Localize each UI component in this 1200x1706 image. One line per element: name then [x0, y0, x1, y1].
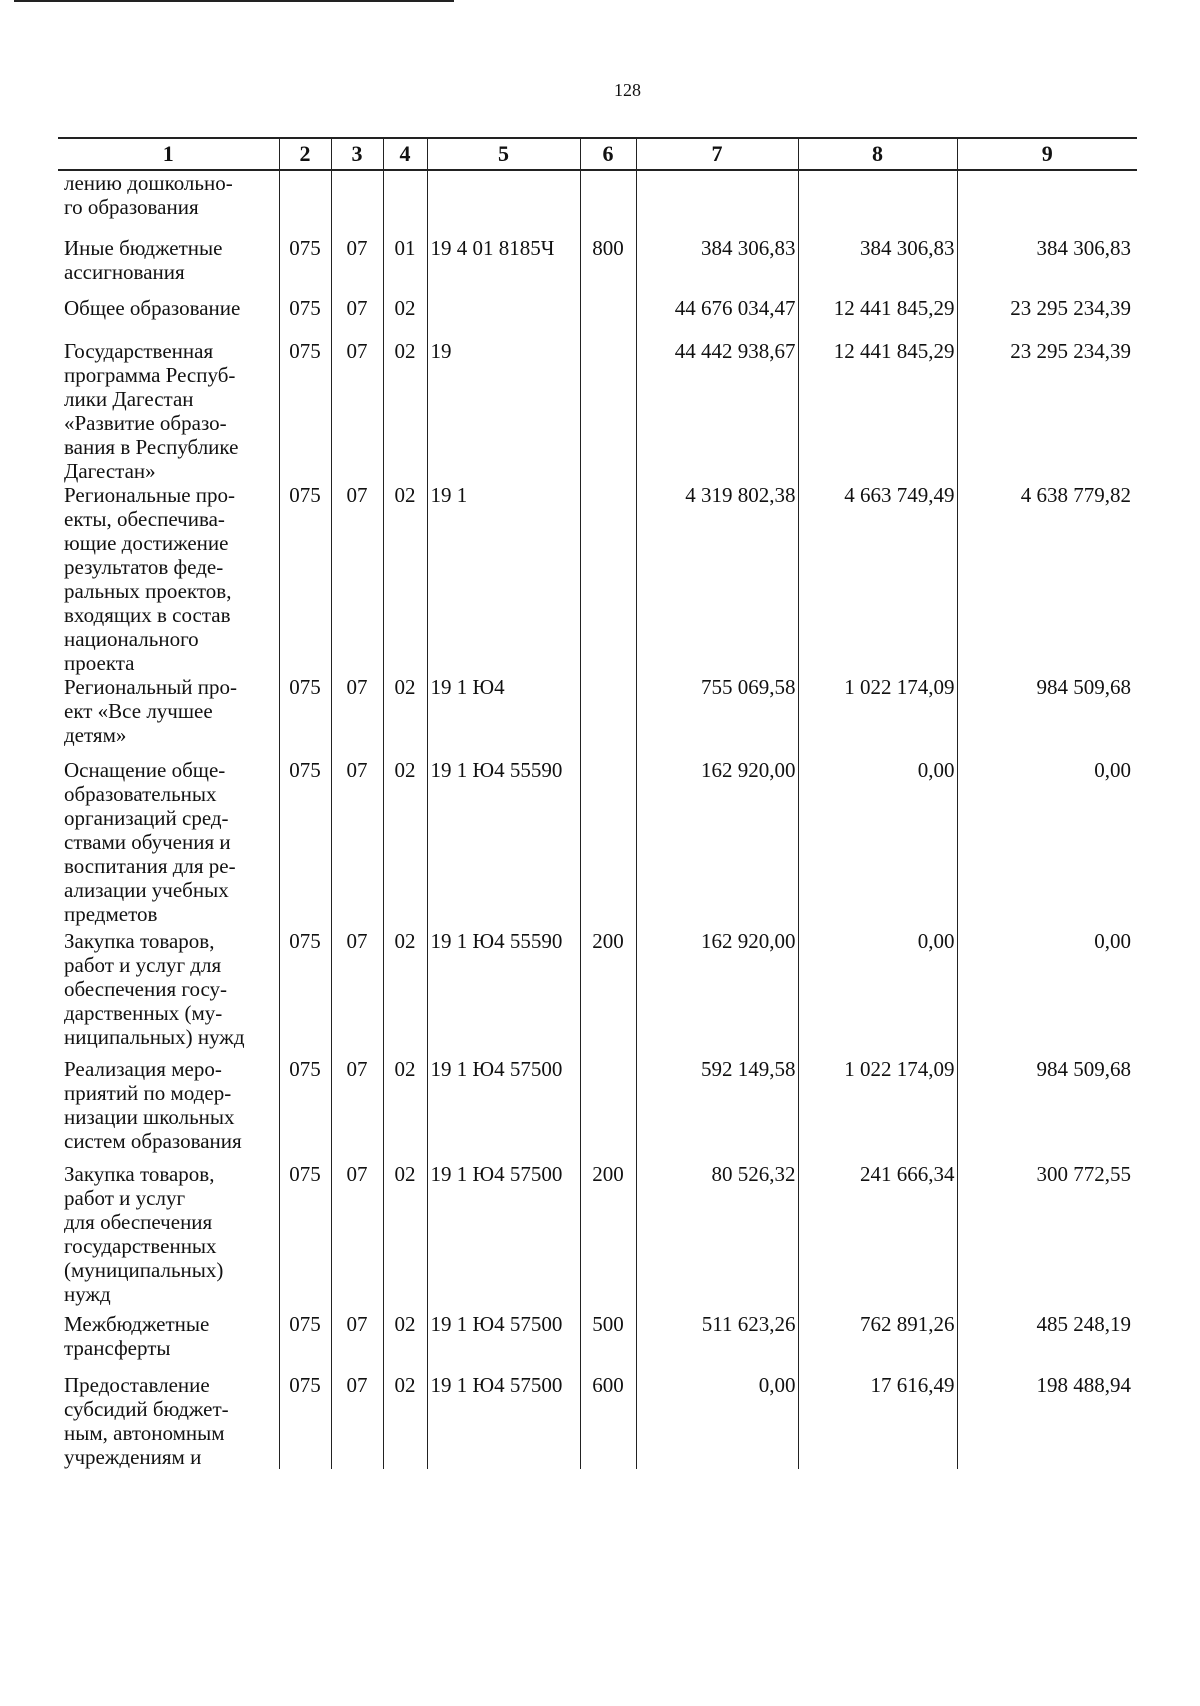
page-number: 128 — [614, 80, 641, 100]
row-section-code: 075 — [279, 1373, 331, 1469]
row-amount-col9: 384 306,83 — [957, 236, 1137, 296]
row-expense-type-code — [580, 339, 636, 483]
header-col-8: 8 — [798, 138, 957, 170]
row-amount-col9 — [957, 170, 1137, 236]
row-name-cell: Реализация меро- приятий по модер- низации школьных систем образования — [58, 1057, 279, 1162]
row-amount-col9: 23 295 234,39 — [957, 339, 1137, 483]
row-name-cell: Закупка товаров, работ и услуг для обеспечения государственных (муниципальных) нужд — [58, 1162, 279, 1312]
row-name-cell: Иные бюджетные ассигнования — [58, 236, 279, 296]
row-chapter-code: 07 — [331, 929, 383, 1057]
table-row — [58, 170, 1137, 236]
row-amount-col9: 485 248,19 — [957, 1312, 1137, 1373]
table-row — [58, 483, 1137, 675]
row-amount-col8: 0,00 — [798, 929, 957, 1057]
row-chapter-code: 07 — [331, 483, 383, 675]
row-section-code: 075 — [279, 1312, 331, 1373]
row-amount-col7: 0,00 — [636, 1373, 798, 1469]
row-name-cell: Закупка товаров, работ и услуг для обеспечения госу- дарственных (му- ниципальных) нужд — [58, 929, 279, 1057]
row-section-code: 075 — [279, 296, 331, 339]
top-edge-rule — [14, 0, 454, 2]
row-amount-col8: 12 441 845,29 — [798, 339, 957, 483]
table-body — [58, 170, 1137, 1469]
header-col-9: 9 — [957, 138, 1137, 170]
row-chapter-code: 07 — [331, 296, 383, 339]
row-name-cell: Региональные про- екты, обеспечива- ющие достижение результатов феде- ральных проектов, входящих в состав национального проекта — [58, 483, 279, 675]
header-col-5: 5 — [427, 138, 580, 170]
header-col-1: 1 — [58, 138, 279, 170]
row-amount-col8 — [798, 170, 957, 236]
row-subsection-code: 02 — [383, 675, 427, 758]
header-col-6: 6 — [580, 138, 636, 170]
row-expense-type-code: 800 — [580, 236, 636, 296]
row-chapter-code: 07 — [331, 675, 383, 758]
row-chapter-code: 07 — [331, 1312, 383, 1373]
row-subsection-code: 02 — [383, 1162, 427, 1312]
row-name-cell: Оснащение обще- образовательных организаций сред- ствами обучения и воспитания для ре- ализации учебных предметов — [58, 758, 279, 929]
row-name-cell: Предоставление субсидий бюджет- ным, автономным учреждениям и — [58, 1373, 279, 1469]
row-amount-col9: 23 295 234,39 — [957, 296, 1137, 339]
budget-table — [58, 137, 1137, 1469]
row-subsection-code: 01 — [383, 236, 427, 296]
table-row — [58, 1312, 1137, 1373]
row-subsection-code: 02 — [383, 929, 427, 1057]
table-row — [58, 339, 1137, 483]
header-col-3: 3 — [331, 138, 383, 170]
row-expense-type-code: 200 — [580, 1162, 636, 1312]
row-subsection-code: 02 — [383, 758, 427, 929]
row-expense-type-code — [580, 170, 636, 236]
row-section-code: 075 — [279, 1162, 331, 1312]
row-target-article-code: 19 1 Ю4 55590 — [427, 929, 580, 1057]
table-row — [58, 675, 1137, 758]
row-amount-col8: 241 666,34 — [798, 1162, 957, 1312]
row-chapter-code — [331, 170, 383, 236]
row-amount-col8: 4 663 749,49 — [798, 483, 957, 675]
row-section-code: 075 — [279, 1057, 331, 1162]
row-amount-col8: 1 022 174,09 — [798, 1057, 957, 1162]
row-amount-col7: 511 623,26 — [636, 1312, 798, 1373]
row-section-code: 075 — [279, 758, 331, 929]
row-expense-type-code: 500 — [580, 1312, 636, 1373]
row-expense-type-code — [580, 483, 636, 675]
row-amount-col7: 44 442 938,67 — [636, 339, 798, 483]
row-amount-col9: 4 638 779,82 — [957, 483, 1137, 675]
row-expense-type-code: 200 — [580, 929, 636, 1057]
row-target-article-code: 19 4 01 8185Ч — [427, 236, 580, 296]
row-amount-col7: 162 920,00 — [636, 758, 798, 929]
table-row — [58, 929, 1137, 1057]
row-amount-col7: 755 069,58 — [636, 675, 798, 758]
row-amount-col8: 17 616,49 — [798, 1373, 957, 1469]
row-expense-type-code — [580, 675, 636, 758]
row-name-cell: лению дошкольно- го образования — [58, 170, 279, 236]
row-amount-col7: 384 306,83 — [636, 236, 798, 296]
row-expense-type-code — [580, 758, 636, 929]
row-target-article-code: 19 1 Ю4 55590 — [427, 758, 580, 929]
row-expense-type-code — [580, 296, 636, 339]
table-row — [58, 296, 1137, 339]
row-subsection-code: 02 — [383, 1373, 427, 1469]
header-col-4: 4 — [383, 138, 427, 170]
row-amount-col8: 384 306,83 — [798, 236, 957, 296]
row-target-article-code: 19 1 — [427, 483, 580, 675]
row-target-article-code: 19 1 Ю4 — [427, 675, 580, 758]
row-name-cell: Общее образование — [58, 296, 279, 339]
row-target-article-code — [427, 170, 580, 236]
row-amount-col8: 762 891,26 — [798, 1312, 957, 1373]
row-amount-col9: 984 509,68 — [957, 675, 1137, 758]
row-chapter-code: 07 — [331, 1162, 383, 1312]
row-amount-col7: 4 319 802,38 — [636, 483, 798, 675]
row-name-cell: Региональный про- ект «Все лучшее детям» — [58, 675, 279, 758]
table-row — [58, 758, 1137, 929]
row-target-article-code: 19 1 Ю4 57500 — [427, 1373, 580, 1469]
row-section-code: 075 — [279, 339, 331, 483]
row-subsection-code — [383, 170, 427, 236]
row-target-article-code: 19 1 Ю4 57500 — [427, 1057, 580, 1162]
row-amount-col8: 0,00 — [798, 758, 957, 929]
table-header — [58, 138, 1137, 170]
row-amount-col7 — [636, 170, 798, 236]
row-expense-type-code: 600 — [580, 1373, 636, 1469]
row-subsection-code: 02 — [383, 1057, 427, 1162]
row-name-cell: Государственная программа Респуб- лики Дагестан «Развитие образо- вания в Республике Дагестан» — [58, 339, 279, 483]
row-expense-type-code — [580, 1057, 636, 1162]
row-section-code: 075 — [279, 483, 331, 675]
row-amount-col9: 0,00 — [957, 929, 1137, 1057]
row-amount-col8: 1 022 174,09 — [798, 675, 957, 758]
row-subsection-code: 02 — [383, 483, 427, 675]
row-section-code: 075 — [279, 929, 331, 1057]
row-amount-col7: 162 920,00 — [636, 929, 798, 1057]
row-name-cell: Межбюджетные трансферты — [58, 1312, 279, 1373]
row-subsection-code: 02 — [383, 296, 427, 339]
row-target-article-code: 19 1 Ю4 57500 — [427, 1162, 580, 1312]
row-amount-col8: 12 441 845,29 — [798, 296, 957, 339]
table-row — [58, 1373, 1137, 1469]
table-row — [58, 236, 1137, 296]
row-amount-col7: 44 676 034,47 — [636, 296, 798, 339]
row-chapter-code: 07 — [331, 236, 383, 296]
header-col-2: 2 — [279, 138, 331, 170]
row-target-article-code: 19 1 Ю4 57500 — [427, 1312, 580, 1373]
row-target-article-code: 19 — [427, 339, 580, 483]
row-amount-col7: 80 526,32 — [636, 1162, 798, 1312]
row-amount-col7: 592 149,58 — [636, 1057, 798, 1162]
table-row — [58, 1162, 1137, 1312]
table-row — [58, 1057, 1137, 1162]
row-amount-col9: 0,00 — [957, 758, 1137, 929]
header-col-7: 7 — [636, 138, 798, 170]
row-section-code: 075 — [279, 236, 331, 296]
row-amount-col9: 300 772,55 — [957, 1162, 1137, 1312]
row-section-code: 075 — [279, 675, 331, 758]
row-target-article-code — [427, 296, 580, 339]
row-chapter-code: 07 — [331, 1057, 383, 1162]
row-amount-col9: 198 488,94 — [957, 1373, 1137, 1469]
row-section-code — [279, 170, 331, 236]
row-chapter-code: 07 — [331, 758, 383, 929]
row-chapter-code: 07 — [331, 339, 383, 483]
row-subsection-code: 02 — [383, 1312, 427, 1373]
row-subsection-code: 02 — [383, 339, 427, 483]
row-amount-col9: 984 509,68 — [957, 1057, 1137, 1162]
row-chapter-code: 07 — [331, 1373, 383, 1469]
